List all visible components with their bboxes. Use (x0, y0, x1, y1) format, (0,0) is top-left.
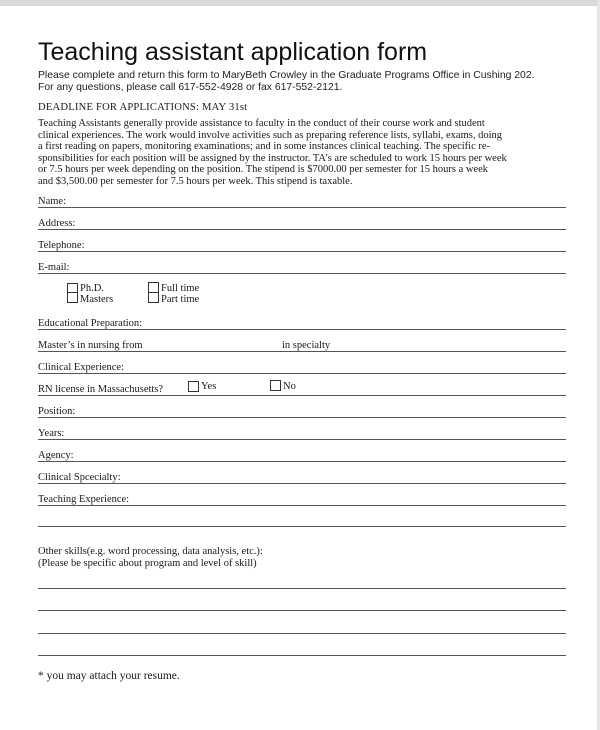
educational-preparation-label: Educational Preparation: (38, 318, 143, 329)
telephone-field[interactable] (38, 237, 566, 252)
masters-nursing-field[interactable] (38, 337, 566, 352)
paragraph-line: Teaching Assistants generally provide assistance to faculty in the conduct of their course work and student (38, 118, 485, 129)
years-field[interactable] (38, 425, 566, 440)
rn-no-label: No (283, 381, 296, 392)
clinical-experience-field[interactable] (38, 359, 566, 374)
agency-field[interactable] (38, 447, 566, 462)
rn-no-checkbox[interactable] (270, 380, 281, 391)
paragraph-line: or 7.5 hours per week depending on the position. The stipend is $7000.00 per semester for 15 hours a week (38, 164, 489, 176)
form-title: Teaching assistant application form (38, 38, 428, 66)
paragraph-line: sponsibilities for each position will be assigned by the instructor. TA’s are scheduled to work 15 hours per week (38, 152, 507, 164)
educational-preparation-field[interactable] (38, 315, 566, 330)
position-label: Position: (38, 406, 76, 417)
email-label: E-mail: (38, 262, 70, 273)
clinical-specialty-label: Clinical Spcecialty: (38, 472, 121, 483)
other-skills-label: Other skills(e.g. word processing, data analysis, etc.): (38, 546, 263, 557)
rn-yes-label: Yes (201, 381, 217, 392)
masters-label: Masters (80, 294, 114, 305)
rn-license-label: RN license in Massachusetts? (38, 384, 164, 395)
description-paragraph (38, 118, 568, 188)
telephone-label: Telephone: (38, 240, 85, 251)
other-skills-line[interactable] (38, 633, 566, 634)
resume-note: * you may attach your resume. (38, 670, 180, 682)
teaching-experience-label: Teaching Experience: (38, 494, 130, 505)
specialty-label: in specialty (282, 340, 331, 351)
masters-nursing-label: Master’s in nursing from (38, 340, 143, 351)
full-time-label: Full time (161, 283, 200, 294)
other-skills-line[interactable] (38, 655, 566, 656)
intro-line-1: Please complete and return this form to MaryBeth Crowley in the Graduate Programs Office in Cushing 202. (38, 70, 535, 81)
teaching-experience-field[interactable] (38, 491, 566, 506)
part-time-label: Part time (161, 294, 200, 305)
name-label: Name: (38, 196, 66, 207)
agency-label: Agency: (38, 450, 74, 461)
deadline-heading: DEADLINE FOR APPLICATIONS: MAY 31st (38, 102, 248, 113)
other-skills-line[interactable] (38, 588, 566, 589)
paragraph-line: a first reading on papers, monitoring examinations; and in some instances clinical teaching. The specific re- (38, 141, 491, 153)
rn-yes-checkbox[interactable] (188, 381, 199, 392)
paragraph-line: clinical experiences. The work would involve activities such as preparing reference lists, syllabi, exams, doing (38, 129, 502, 141)
clinical-experience-label: Clinical Experience: (38, 362, 125, 373)
masters-checkbox[interactable] (67, 292, 78, 303)
email-field[interactable] (38, 259, 566, 274)
rn-license-field[interactable] (38, 381, 566, 396)
other-skills-hint: (Please be specific about program and level of skill) (38, 558, 257, 569)
paragraph-line: and $3,500.00 per semester for 7.5 hours per week. This stipend is taxable. (38, 175, 353, 187)
name-field[interactable] (38, 193, 566, 208)
position-field[interactable] (38, 403, 566, 418)
address-field[interactable] (38, 215, 566, 230)
address-label: Address: (38, 218, 76, 229)
part-time-checkbox[interactable] (148, 292, 159, 303)
years-label: Years: (38, 428, 65, 439)
teaching-experience-extra-line[interactable] (38, 526, 566, 527)
intro-line-2: For any questions, please call 617-552-4928 or fax 617-552-2121. (38, 82, 343, 93)
clinical-specialty-field[interactable] (38, 469, 566, 484)
other-skills-line[interactable] (38, 610, 566, 611)
page-top-edge (0, 0, 600, 6)
phd-label: Ph.D. (80, 283, 104, 294)
